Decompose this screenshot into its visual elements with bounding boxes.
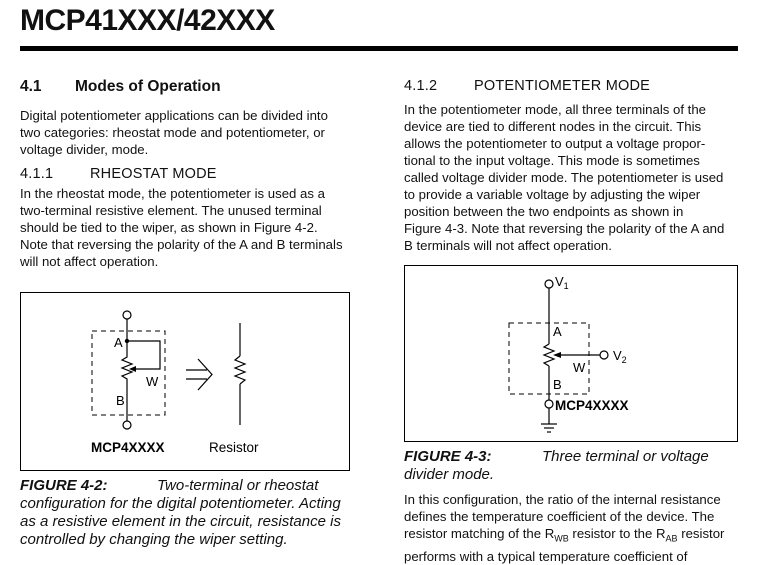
caption-line: controlled by changing the wiper setting.	[20, 531, 288, 548]
section-title: Modes of Operation	[75, 78, 221, 95]
text-line: In the rheostat mode, the potentiometer is used as a	[20, 186, 325, 201]
figure-title: Two-terminal or rheostat	[157, 477, 319, 494]
temperature-coefficient-paragraph	[404, 491, 736, 565]
terminal-b-label: B	[553, 377, 562, 392]
text-line: In this configuration, the ratio of the internal resistance	[404, 492, 721, 507]
terminal-a-label: A	[553, 324, 562, 339]
v1-label: $V_1$	[555, 274, 569, 291]
rheostat-paragraph	[20, 185, 380, 270]
text-line: resistor matching of the $R_{WB}$ resistor to the $R_{AB}$ resistor	[404, 526, 725, 544]
text-line: two-terminal resistive element. The unused terminal	[20, 203, 322, 218]
text-line: called voltage divider mode. The potentiometer is used	[404, 170, 724, 185]
subsection-number: 4.1.2	[404, 78, 438, 94]
figure-title: Three terminal or voltage	[542, 448, 709, 465]
caption-line: configuration for the digital potentiometer. Acting	[20, 495, 341, 512]
part-label: MCP4XXXX	[555, 398, 629, 413]
terminal-a-label: A	[114, 335, 123, 350]
text-line: tional to the input voltage. This mode is sometimes	[404, 153, 700, 168]
subsection-number: 4.1.1	[20, 166, 54, 182]
text-line: two categories: rheostat mode and potentiometer, or	[20, 125, 325, 140]
right-column	[404, 78, 736, 254]
text-line: should be tied to the wiper, as shown in Figure 4-2.	[20, 220, 318, 235]
wiper-w-label: W	[146, 374, 159, 389]
subsection-title: POTENTIOMETER MODE	[474, 78, 650, 94]
rheostat-circuit-diagram	[21, 293, 349, 470]
text-line: defines the temperature coefficient of the device. The	[404, 509, 715, 524]
text-line: allows the potentiometer to output a voltage propor-	[404, 136, 706, 151]
figure-number: FIGURE 4-3:	[404, 448, 492, 465]
text-line: Digital potentiometer applications can be divided into	[20, 108, 328, 123]
figure-4-3-box	[404, 265, 738, 442]
figure-4-2-box	[20, 292, 350, 471]
text-line: will not affect operation.	[20, 254, 159, 269]
terminal-b-label: B	[116, 393, 125, 408]
figure-number: FIGURE 4-2:	[20, 477, 108, 494]
subsection-title: RHEOSTAT MODE	[90, 166, 217, 182]
subsection-heading	[20, 166, 380, 183]
document-title: MCP41XXX/42XXX	[20, 4, 275, 37]
text-line: position between the two endpoints as shown in	[404, 204, 684, 219]
resistor-label: Resistor	[209, 440, 259, 455]
section-number: 4.1	[20, 78, 42, 95]
wiper-w-label: W	[573, 360, 586, 375]
text-line: B terminals will not affect operation.	[404, 238, 612, 253]
potentiometer-circuit-diagram	[405, 266, 737, 441]
section-heading	[20, 78, 380, 95]
caption-line: as a resistive element in the circuit, resistance is	[20, 513, 341, 530]
text-line: performs with a typical temperature coefficient of	[404, 548, 688, 564]
potentiometer-paragraph	[404, 101, 736, 254]
part-label: MCP4XXXX	[91, 440, 165, 455]
left-column	[20, 78, 380, 270]
caption-line: divider mode.	[404, 466, 495, 483]
v2-label: $V_2$	[613, 348, 627, 365]
subsection-heading	[404, 78, 736, 95]
figure-4-2-caption	[20, 477, 355, 549]
figure-4-3-caption	[404, 448, 739, 484]
header-rule	[20, 46, 738, 51]
equivalence-arrow-icon	[186, 359, 212, 390]
resistor-symbol-icon	[235, 323, 245, 425]
text-line: voltage divider, mode.	[20, 142, 149, 157]
text-line: Note that reversing the polarity of the A and B terminals	[20, 237, 343, 252]
text-line: device are tied to different nodes in the circuit. This	[404, 119, 702, 134]
text-line: In the potentiometer mode, all three terminals of the	[404, 102, 707, 117]
text-line: to provide a variable voltage by adjusting the wiper	[404, 187, 701, 202]
intro-paragraph	[20, 107, 380, 158]
text-line: Figure 4-3. Note that reversing the polarity of the A and	[404, 221, 725, 236]
